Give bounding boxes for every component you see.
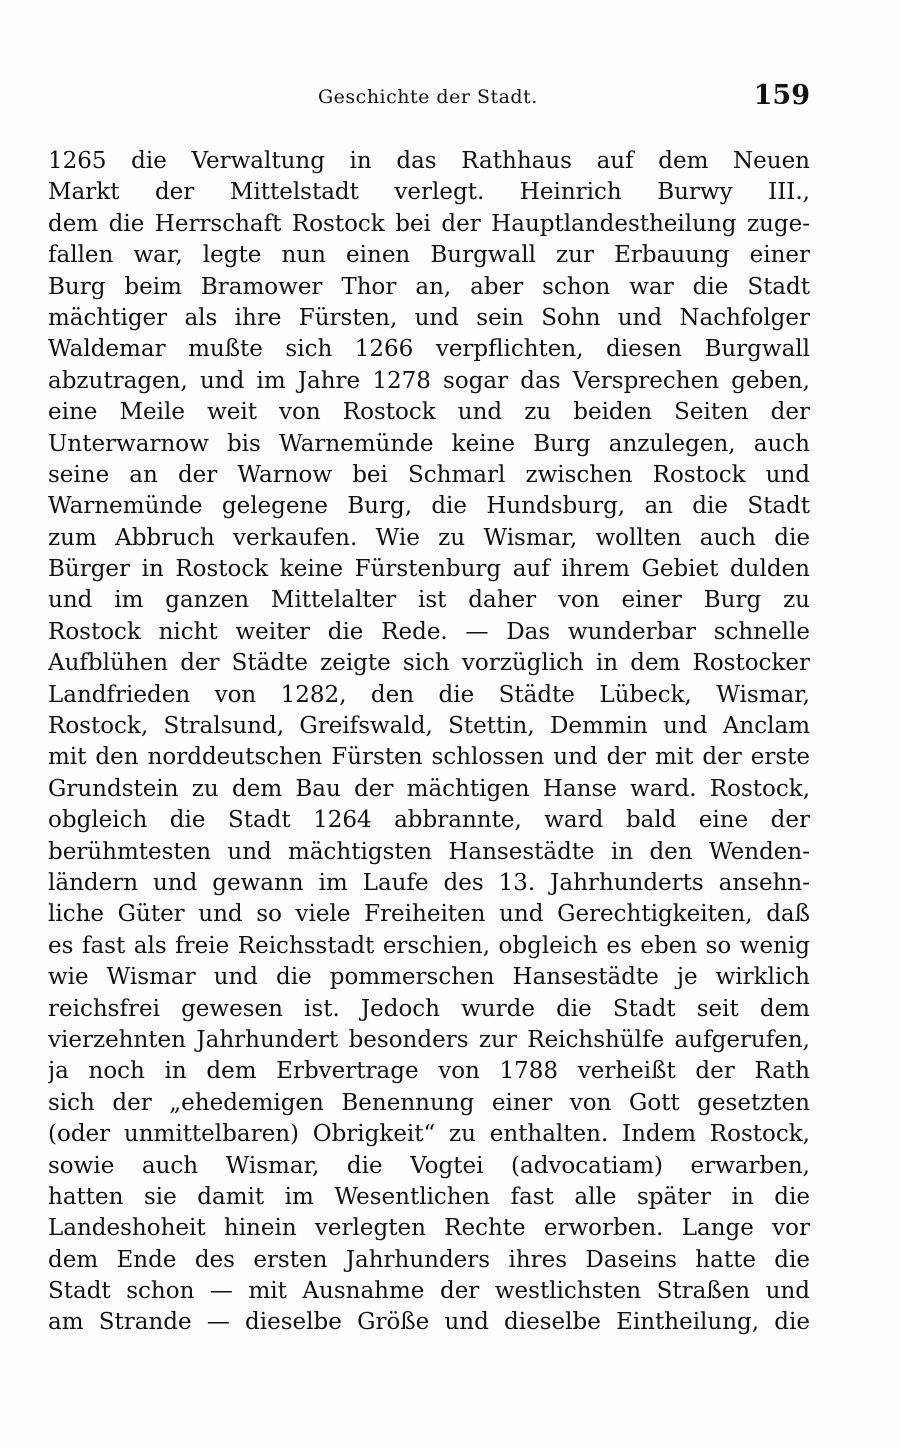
running-header bbox=[48, 80, 810, 120]
text-line: seine an der Warnow bei Schmarl zwischen Rostock und bbox=[48, 461, 810, 488]
text-line: (oder unmittelbaren) Obrigkeit“ zu enthalten. Indem Rostock, bbox=[48, 1121, 810, 1148]
text-line: wie Wismar und die pommerschen Hansestädte je wirklich bbox=[48, 964, 810, 991]
page-number: 159 bbox=[753, 80, 810, 111]
text-line: Burg beim Bramower Thor an, aber schon war die Stadt bbox=[48, 273, 810, 300]
text-line: berühmtesten und mächtigsten Hansestädte in den Wenden- bbox=[48, 838, 810, 865]
text-line: vierzehnten Jahrhundert besonders zur Reichshülfe aufgerufen, bbox=[48, 1026, 810, 1053]
text-line: hatten sie damit im Wesentlichen fast alle später in die bbox=[48, 1183, 810, 1210]
text-line: es fast als freie Reichsstadt erschien, obgleich es eben so wenig bbox=[48, 932, 810, 959]
text-line: Unterwarnow bis Warnemünde keine Burg anzulegen, auch bbox=[48, 430, 810, 457]
text-line: dem Ende des ersten Jahrhunders ihres Daseins hatte die bbox=[48, 1246, 810, 1273]
text-line: sich der „ehedemigen Benennung einer von Gott gesetzten bbox=[48, 1089, 810, 1116]
body-text bbox=[48, 146, 810, 1339]
text-line: Bürger in Rostock keine Fürstenburg auf ihrem Gebiet dulden bbox=[48, 556, 810, 583]
text-line: zum Abbruch verkaufen. Wie zu Wismar, wollten auch die bbox=[48, 524, 810, 551]
text-line: sowie auch Wismar, die Vogtei (advocatiam) erwarben, bbox=[48, 1152, 810, 1179]
text-line: fallen war, legte nun einen Burgwall zur Erbauung einer bbox=[48, 242, 810, 269]
text-line: Rostock nicht weiter die Rede. — Das wunderbar schnelle bbox=[48, 618, 810, 645]
text-line: eine Meile weit von Rostock und zu beiden Seiten der bbox=[48, 399, 810, 426]
text-line: Landfrieden von 1282, den die Städte Lübeck, Wismar, bbox=[48, 681, 810, 708]
text-line: Rostock, Stralsund, Greifswald, Stettin, Demmin und Anclam bbox=[48, 713, 810, 740]
text-line: am Strande — dieselbe Größe und dieselbe Eintheilung, die bbox=[48, 1309, 810, 1336]
text-line: mächtiger als ihre Fürsten, und sein Sohn und Nachfolger bbox=[48, 304, 810, 331]
text-line: Waldemar mußte sich 1266 verpflichten, diesen Burgwall bbox=[48, 336, 810, 363]
text-line: dem die Herrschaft Rostock bei der Hauptlandestheilung zuge- bbox=[48, 210, 810, 237]
text-line: Markt der Mittelstadt verlegt. Heinrich Burwy III., bbox=[48, 179, 810, 206]
text-line: reichsfrei gewesen ist. Jedoch wurde die Stadt seit dem bbox=[48, 995, 810, 1022]
text-line: Stadt schon — mit Ausnahme der westlichsten Straßen und bbox=[48, 1278, 810, 1305]
text-line: 1265 die Verwaltung in das Rathhaus auf dem Neuen bbox=[48, 148, 810, 174]
text-line: Landeshoheit hinein verlegten Rechte erworben. Lange vor bbox=[48, 1215, 810, 1242]
text-line: Warnemünde gelegene Burg, die Hundsburg, an die Stadt bbox=[48, 493, 810, 520]
text-line: und im ganzen Mittelalter ist daher von einer Burg zu bbox=[48, 587, 810, 614]
running-title: Geschichte der Stadt. bbox=[318, 86, 538, 108]
text-line: obgleich die Stadt 1264 abbrannte, ward bald eine der bbox=[48, 807, 810, 834]
text-line: Aufblühen der Städte zeigte sich vorzüglich in dem Rostocker bbox=[48, 650, 810, 677]
text-line: ja noch in dem Erbvertrage von 1788 verheißt der Rath bbox=[48, 1058, 810, 1085]
text-line: ländern und gewann im Laufe des 13. Jahrhunderts ansehn- bbox=[48, 869, 810, 896]
text-line: abzutragen, und im Jahre 1278 sogar das Versprechen geben, bbox=[48, 367, 810, 394]
text-line: liche Güter und so viele Freiheiten und Gerechtigkeiten, daß bbox=[48, 901, 810, 928]
text-line: Grundstein zu dem Bau der mächtigen Hanse ward. Rostock, bbox=[48, 775, 810, 802]
text-line: mit den norddeutschen Fürsten schlossen und der mit der erste bbox=[48, 744, 810, 771]
